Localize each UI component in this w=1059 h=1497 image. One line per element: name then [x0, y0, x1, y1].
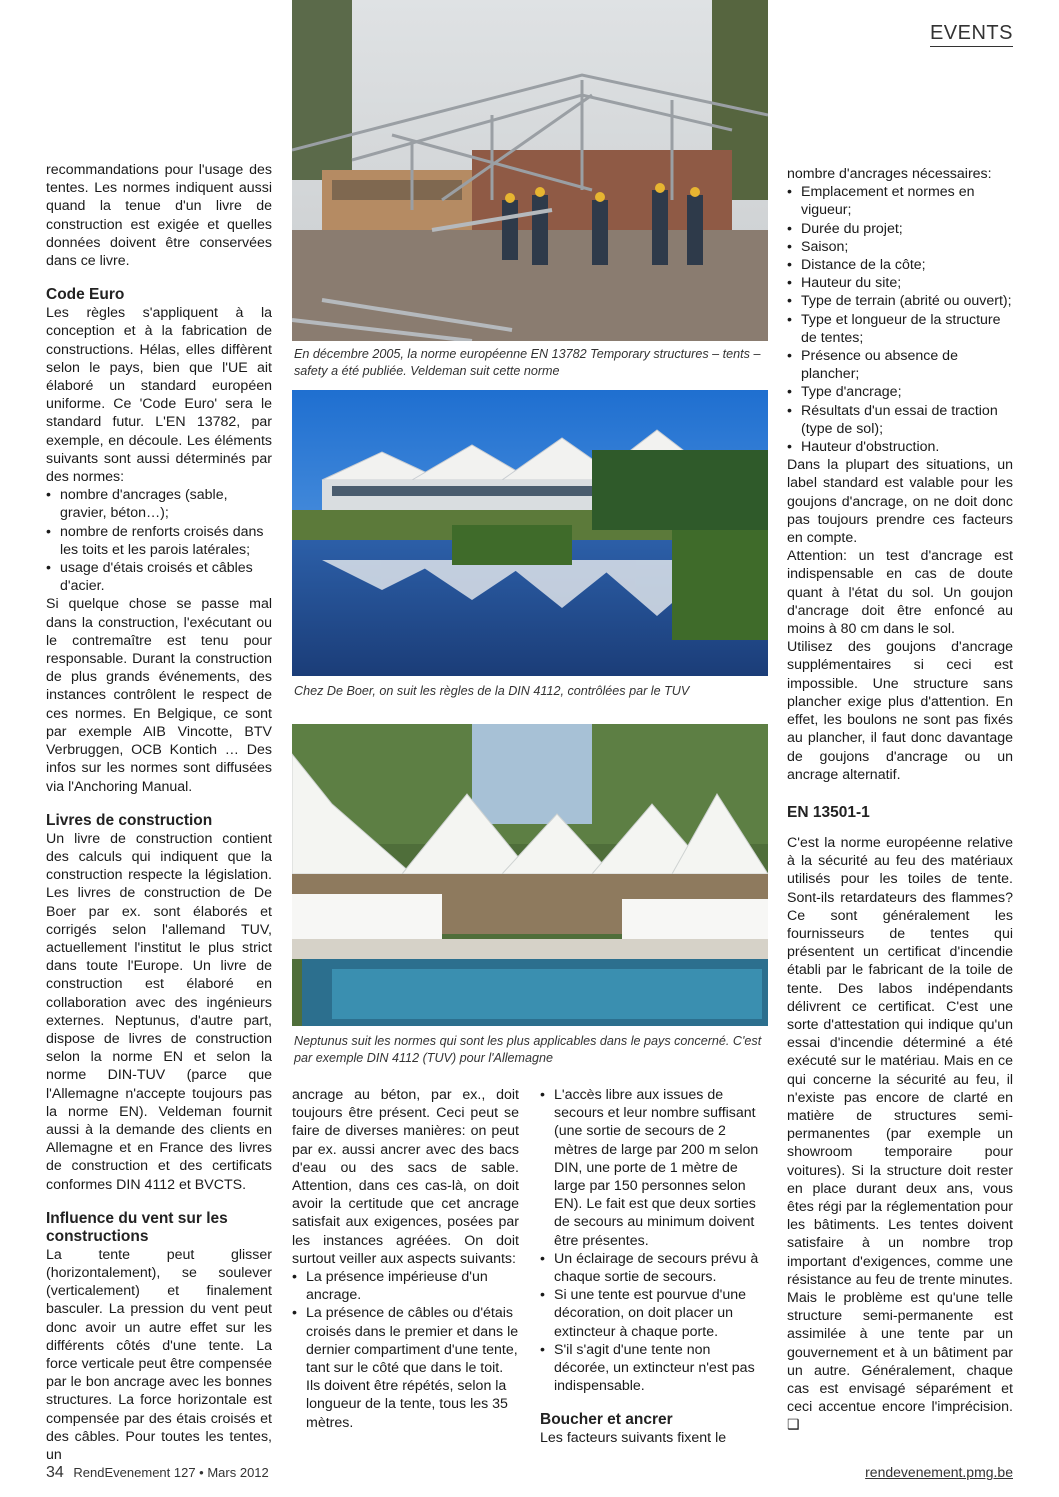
caption-photo-1: En décembre 2005, la norme européenne EN 13782 Temporary structures – tents – safety a été publiée. Veldeman suit cette norme — [294, 347, 761, 378]
heading-en-13501-1: EN 13501-1 — [787, 803, 870, 821]
photo-tents-by-lake — [292, 390, 768, 676]
caption-photo-2: Chez De Boer, on suit les règles de la DIN 4112, contrôlées par le TUV — [294, 684, 690, 698]
vent-paragraph: La tente peut glisser (horizontalement), se soulever (verticalement) et finalement basculer. La pression du vent peut donc avoir un autre effet sur les différents côtés d'une tente. La force verticale peut être compensée par le bon ancrage avec les bonnes structures. La force horizontale est compensée par des étais croisés et des câbles. Pour toutes les tentes, un — [46, 1246, 272, 1463]
code-euro-paragraph-1: Les règles s'appliquent à la conception et à la fabrication de constructions. Hélas, elles diffèrent selon le pays, bien que l'UE ait élaboré un standard européen uniforme. Ce 'Code Euro' sera le standard futur. L'EN 13782, par exemple, en découle. Les éléments suivants sont aussi déterminés par des normes: — [46, 305, 272, 486]
livres-paragraph: Un livre de construction contient des calculs qui indiquent que la construction respecte la législation. Les livres de construction de De Boer par ex. sont élaborés et corrigés selon l'allemand TUV, actuellement l'institut le plus strict dans toute l'Europe. Un livre de construction est élaboré en collaboration avec des ingénieurs externes. Neptunus, d'autre part, dispose de livres de construction selon la norme EN et selon la norme DIN-TUV (parce que l'Allemagne n'accepte toujours pas la norme EN). Veldeman fournit aussi à la demande des clients en Allemagne et en France des livres de construction et des certificats conformes DIN 4112 et BVCTS. — [46, 830, 272, 1193]
column-2 — [292, 1086, 519, 1432]
col4-bullets — [787, 183, 1013, 456]
list-item: • Type et longueur de la structure de tentes; — [787, 311, 1013, 347]
col4-paragraph-2: Attention: un test d'ancrage est indispensable en cas de doute quant à l'état du sol. Un goujon d'ancrage doit être enfoncé au moins à 80 cm dans le sol. — [787, 548, 1013, 638]
col4-intro: nombre d'ancrages nécessaires: — [787, 166, 992, 182]
list-item: • usage d'étais croisés et câbles d'acier. — [46, 559, 272, 595]
list-item: • Type de terrain (abrité ou ouvert); — [787, 292, 1013, 310]
section-label: EVENTS — [930, 22, 1013, 47]
footer-left — [46, 1464, 269, 1482]
heading-livres-de-construction: Livres de construction — [46, 811, 213, 829]
col4-paragraph-3: Utilisez des goujons d'ancrage supplémentaires si ceci est impossible. Une structure sans plancher exige plus d'attention. En effet, les boulons ne sont pas fixés au plancher, il faut donc davantage de goujons d'ancrage ou un ancrage alternatif. — [787, 639, 1013, 783]
col2-paragraph: ancrage au béton, par ex., doit toujours être présent. Ceci peut se faire de diverses manières: on peut par ex. aussi ancrer avec des bacs d'eau ou des sacs de sable. Attention, dans ces cas-là, on doit avoir la certitude que cet ancrage satisfait aux exigences, posées par les instances agréées. On doit surtout veiller aux aspects suivants: — [292, 1087, 519, 1267]
footer-website: rendevenement.pmg.be — [865, 1464, 1013, 1480]
code-euro-paragraph-2: Si quelque chose se passe mal dans la construction, l'exécutant ou le contremaître est tenu pour responsable. Durant la construction de plus grands événements, des instances contrôlent le respect de ces normes. En Belgique, ce sont par exemple AIB Vincotte, BTV Verbruggen, OCB Kontich … Des infos sur les normes sont diffusées via l'Anchoring Manual. — [46, 596, 272, 795]
list-item: • La présence impérieuse d'un ancrage. — [292, 1268, 519, 1304]
code-euro-bullets — [46, 486, 272, 595]
heading-boucher-et-ancrer: Boucher et ancrer — [540, 1411, 673, 1429]
col1-intro: recommandations pour l'usage des tentes. Les normes indiquent aussi quand la tenue d'un livre de construction est exigée et quelles données doivent être conservées dans ce livre. — [46, 162, 272, 270]
list-item: • Durée du projet; — [787, 220, 1013, 238]
column-1 — [46, 161, 272, 1464]
list-item: • Si une tente est pourvue d'une décoration, on doit placer un extincteur à chaque porte. — [540, 1286, 766, 1341]
list-item: • Hauteur du site; — [787, 274, 1013, 292]
photo-tents-with-pool — [292, 724, 768, 1026]
en-paragraph-text: C'est la norme européenne relative à la sécurité au feu des matériaux utilisés pour les toiles de tente. Sont-ils retardateurs des flammes? Ce sont généralement les fournisseurs de tentes qui présentent un certificat d'incendie établi par le fabricant de la toile de tente. Des labos indépendants délivrent ce certificat. C'est une sorte d'attestation qui indique qu'un essai d'incendie déterminé a été exécuté sur le matériau. Mais en ce qui concerne la sécurité au feu, il n'existe pas encore de clarté en matière de structures semi-permanentes (par exemple un showroom temporaire pour voitures). Si la structure doit rester en place durant deux ans, vous êtes régi par la réglementation pour les bâtiments. Les tentes doivent satisfaire à un nombre trop important d'exigences, comme une résistance au feu de trente minutes. Mais le problème est qu'une telle structure semi-permanente est assimilée à une tente par un gouvernement et à un bâtiment par un autre. Généralement, chaque cas est envisagé séparément et ceci accentue encore l'imprécision. — [787, 834, 1013, 1416]
col4-paragraph-1: Dans la plupart des situations, un label standard est valable pour les goujons d'ancrage, on ne doit donc pas toujours prendre ces facteurs en compte. — [787, 457, 1013, 547]
col2-bullets — [292, 1268, 519, 1432]
list-item: • nombre de renforts croisés dans les toits et les parois latérales; — [46, 523, 272, 559]
boucher-paragraph: Les facteurs suivants fixent le — [540, 1430, 727, 1447]
list-item: • Type d'ancrage; — [787, 383, 1013, 401]
heading-code-euro: Code Euro — [46, 286, 125, 304]
heading-influence-du-vent: Influence du vent sur les constructions — [46, 1209, 228, 1245]
column-3 — [540, 1086, 766, 1448]
list-item: • La présence de câbles ou d'étais croisés dans le premier et dans le dernier compartiment d'une tente, tant sur le côté que dans le toit. Ils doivent être répétés, selon la longueur de la tente, tous les 35 mètres. — [292, 1304, 519, 1431]
column-4 — [787, 165, 1013, 1435]
en-paragraph — [787, 834, 1013, 1435]
list-item: • S'il s'agit d'une tente non décorée, un extincteur n'est pas indispensable. — [540, 1341, 766, 1396]
list-item: • Hauteur d'obstruction. — [787, 438, 1013, 456]
list-item: • nombre d'ancrages (sable, gravier, béton…); — [46, 486, 272, 522]
list-item: • Un éclairage de secours prévu à chaque sortie de secours. — [540, 1250, 766, 1286]
end-mark: ❑ — [787, 1417, 800, 1434]
list-item: • Emplacement et normes en vigueur; — [787, 183, 1013, 219]
publication-info: RendEvenement 127 • Mars 2012 — [73, 1465, 269, 1480]
caption-photo-3: Neptunus suit les normes qui sont les plus applicables dans le pays concerné. C'est par exemple DIN 4112 (TUV) pour l'Allemagne — [294, 1034, 762, 1065]
photo-tent-frame-construction — [292, 0, 768, 341]
list-item: • Distance de la côte; — [787, 256, 1013, 274]
list-item: • L'accès libre aux issues de secours et leur nombre suffisant (une sortie de secours de 2 mètres de large par 200 m selon DIN, une porte de 1 mètre de large par 150 personnes selon EN). Le fait est que deux sorties de secours au minimum doivent être présentes. — [540, 1086, 766, 1250]
list-item: • Présence ou absence de plancher; — [787, 347, 1013, 383]
col3-bullets — [540, 1086, 766, 1395]
list-item: • Résultats d'un essai de traction (type de sol); — [787, 402, 1013, 438]
list-item: • Saison; — [787, 238, 1013, 256]
page-number: 34 — [46, 1464, 64, 1481]
